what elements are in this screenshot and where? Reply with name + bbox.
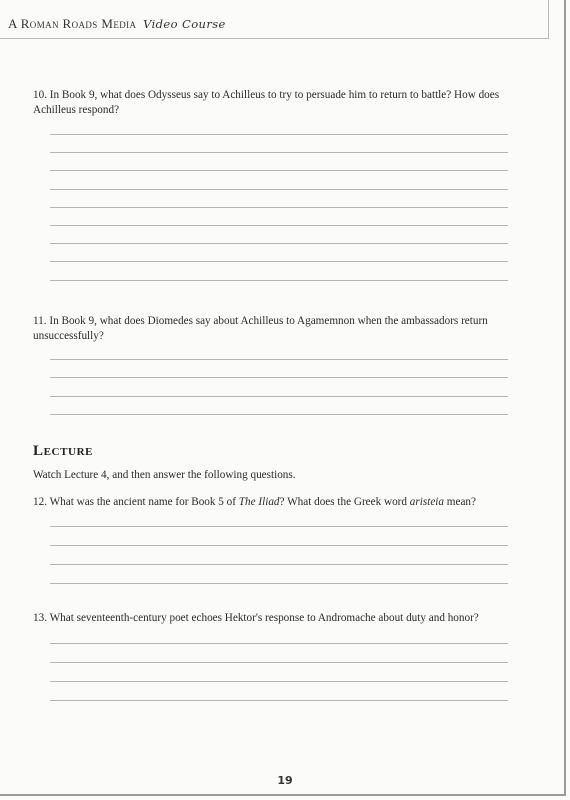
running-header <box>8 16 226 32</box>
question-11 <box>33 314 513 344</box>
question-text-part: ? What does the Greek word <box>279 496 410 508</box>
answer-line[interactable] <box>50 280 508 281</box>
page-number: 19 <box>277 774 293 787</box>
answer-line[interactable] <box>50 583 508 584</box>
answer-line[interactable] <box>50 170 508 171</box>
book-title: The Iliad <box>238 496 280 508</box>
question-text: In Book 9, what does Odysseus say to Achilleus to try to persuade him to return to battle? How does Achilleus respond? <box>33 89 500 116</box>
header-vertical-rule <box>548 0 549 39</box>
answer-line[interactable] <box>50 377 508 378</box>
answer-line[interactable] <box>50 700 508 701</box>
answer-line[interactable] <box>50 359 508 360</box>
answer-line[interactable] <box>50 225 508 226</box>
answer-line[interactable] <box>50 545 508 546</box>
course-label: Video Course <box>143 17 226 31</box>
answer-line[interactable] <box>50 564 508 565</box>
answer-line[interactable] <box>50 261 508 262</box>
section-instruction: Watch Lecture 4, and then answer the following questions. <box>33 469 296 481</box>
answer-line[interactable] <box>50 396 508 397</box>
answer-line[interactable] <box>50 414 508 415</box>
answer-line[interactable] <box>50 189 508 190</box>
question-10 <box>33 88 513 118</box>
answer-line[interactable] <box>50 681 508 682</box>
question-13 <box>33 611 513 626</box>
question-number: 12. <box>33 496 47 508</box>
question-number: 10. <box>33 89 47 101</box>
answer-line[interactable] <box>50 152 508 153</box>
answer-line[interactable] <box>50 662 508 663</box>
question-number: 13. <box>33 612 47 624</box>
question-text: In Book 9, what does Diomedes say about Achilleus to Agamemnon when the ambassadors return unsuccessfully? <box>33 315 488 342</box>
answer-line[interactable] <box>50 207 508 208</box>
question-12 <box>33 495 513 510</box>
question-text-part: mean? <box>443 496 476 508</box>
answer-line[interactable] <box>50 134 508 135</box>
greek-word: aristeia <box>409 496 444 508</box>
answer-line[interactable] <box>50 243 508 244</box>
section-title: Lecture <box>33 443 94 459</box>
question-text: What seventeenth-century poet echoes Hektor's response to Andromache about duty and honor? <box>49 612 479 624</box>
answer-line[interactable] <box>50 526 508 527</box>
question-number: 11. <box>33 315 47 327</box>
header-rule <box>0 38 548 39</box>
question-text-part: What was the ancient name for Book 5 of <box>49 496 239 508</box>
answer-line[interactable] <box>50 643 508 644</box>
publisher-name: A Roman Roads Media <box>8 16 137 31</box>
